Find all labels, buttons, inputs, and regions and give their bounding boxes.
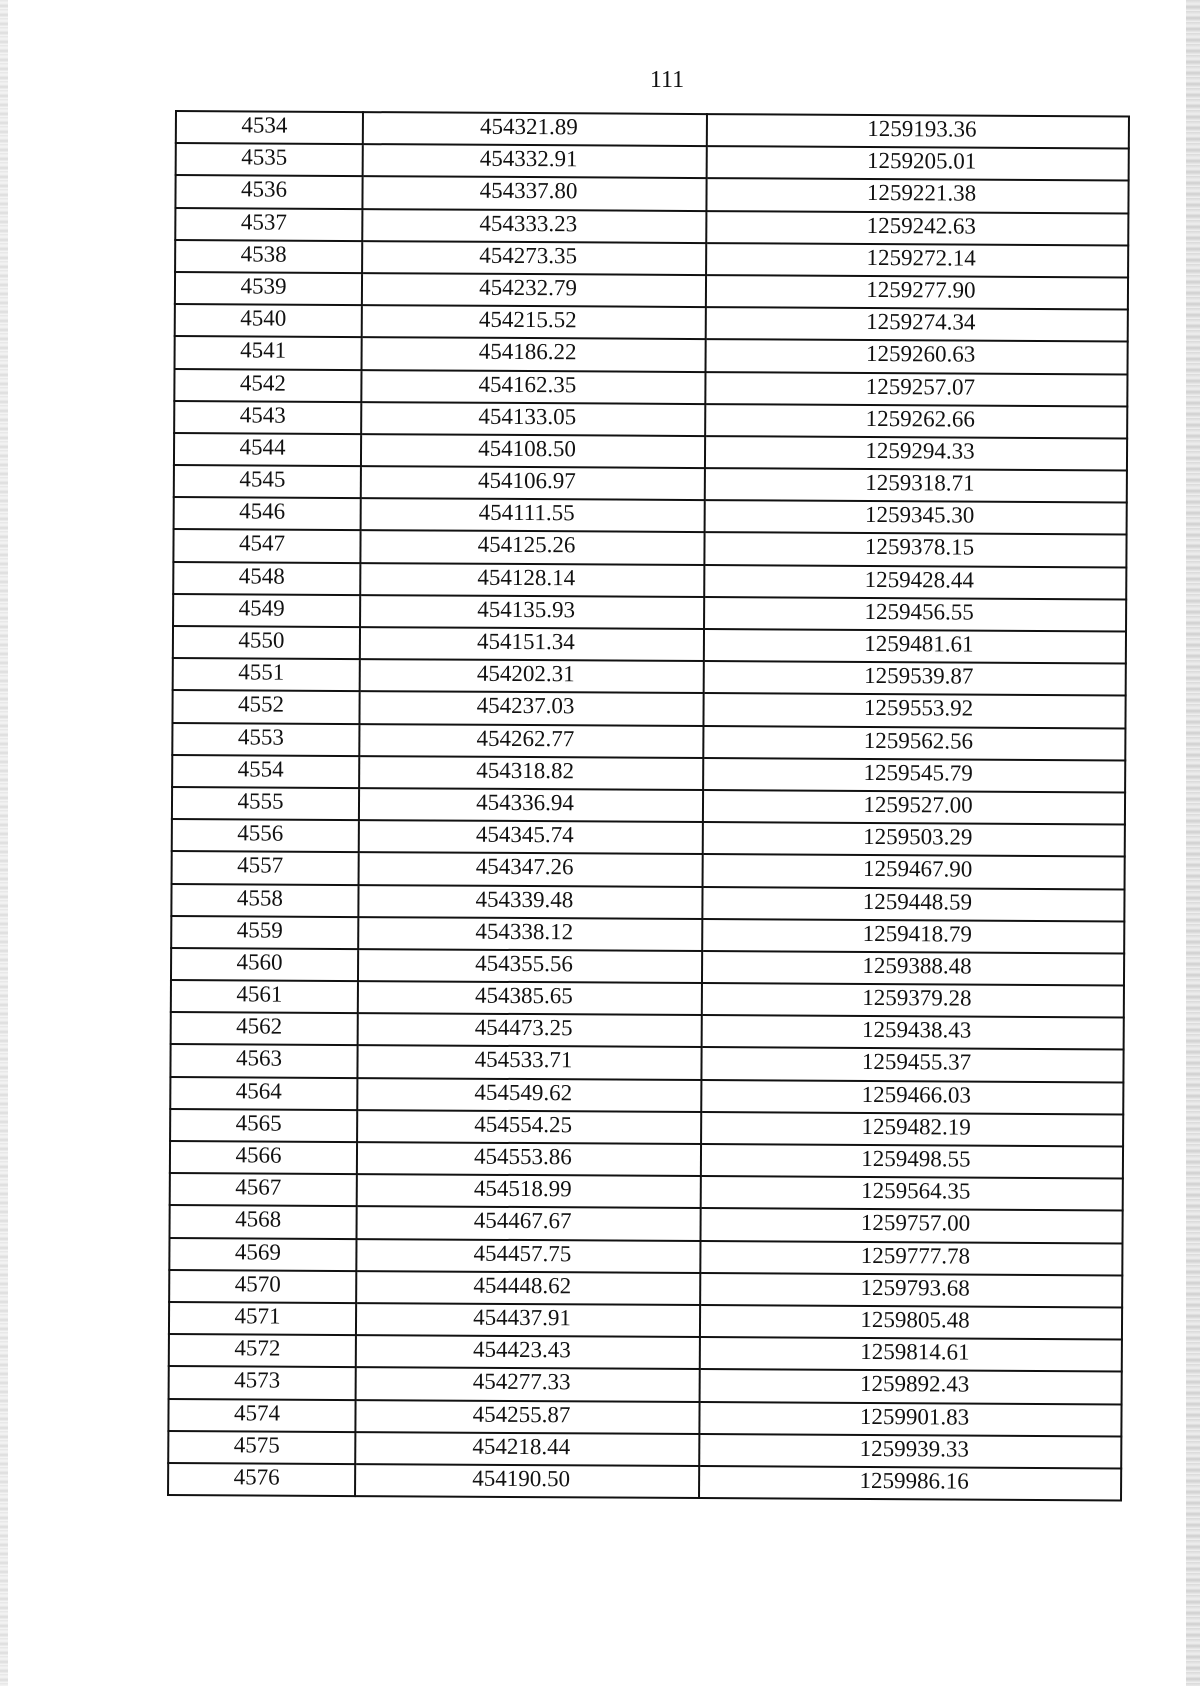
point-id-cell: 4553 xyxy=(172,723,359,756)
x-coordinate-cell: 454151.34 xyxy=(360,627,704,661)
point-id-cell: 4560 xyxy=(171,948,358,981)
y-coordinate-cell: 1259466.03 xyxy=(701,1080,1123,1115)
table-row xyxy=(176,143,1129,181)
point-id-cell: 4549 xyxy=(173,594,360,627)
coordinate-table xyxy=(167,110,1130,1502)
y-coordinate-cell: 1259553.92 xyxy=(703,693,1125,728)
x-coordinate-cell: 454518.99 xyxy=(357,1174,701,1208)
point-id-cell: 4556 xyxy=(172,819,359,852)
y-coordinate-cell: 1259242.63 xyxy=(706,211,1128,246)
x-coordinate-cell: 454273.35 xyxy=(362,241,706,275)
point-id-cell: 4554 xyxy=(172,755,359,788)
point-id-cell: 4545 xyxy=(174,465,361,498)
y-coordinate-cell: 1259345.30 xyxy=(705,500,1127,535)
x-coordinate-cell: 454128.14 xyxy=(360,563,704,597)
x-coordinate-cell: 454333.23 xyxy=(362,209,706,243)
point-id-cell: 4540 xyxy=(175,304,362,337)
point-id-cell: 4575 xyxy=(168,1431,355,1464)
y-coordinate-cell: 1259482.19 xyxy=(701,1112,1123,1147)
point-id-cell: 4537 xyxy=(175,208,362,241)
x-coordinate-cell: 454553.86 xyxy=(357,1142,701,1176)
y-coordinate-cell: 1259986.16 xyxy=(699,1466,1121,1501)
point-id-cell: 4536 xyxy=(175,175,362,208)
x-coordinate-cell: 454190.50 xyxy=(355,1464,699,1498)
point-id-cell: 4561 xyxy=(171,980,358,1013)
y-coordinate-cell: 1259757.00 xyxy=(700,1208,1122,1243)
x-coordinate-cell: 454355.56 xyxy=(358,949,702,983)
x-coordinate-cell: 454347.26 xyxy=(359,852,703,886)
y-coordinate-cell: 1259221.38 xyxy=(706,178,1128,213)
point-id-cell: 4551 xyxy=(173,658,360,691)
y-coordinate-cell: 1259481.61 xyxy=(704,629,1126,664)
x-coordinate-cell: 454318.82 xyxy=(359,756,703,790)
x-coordinate-cell: 454437.91 xyxy=(356,1303,700,1337)
y-coordinate-cell: 1259272.14 xyxy=(706,243,1128,278)
y-coordinate-cell: 1259539.87 xyxy=(704,661,1126,696)
x-coordinate-cell: 454255.87 xyxy=(355,1400,699,1434)
point-id-cell: 4544 xyxy=(174,433,361,466)
x-coordinate-cell: 454321.89 xyxy=(363,112,707,146)
x-coordinate-cell: 454108.50 xyxy=(361,434,705,468)
page-number: 111 xyxy=(649,67,685,93)
x-coordinate-cell: 454106.97 xyxy=(361,466,705,500)
point-id-cell: 4535 xyxy=(176,143,363,176)
point-id-cell: 4541 xyxy=(175,336,362,369)
x-coordinate-cell: 454338.12 xyxy=(358,917,702,951)
y-coordinate-cell: 1259793.68 xyxy=(700,1273,1122,1308)
y-coordinate-cell: 1259503.29 xyxy=(703,822,1125,857)
x-coordinate-cell: 454237.03 xyxy=(359,691,703,725)
y-coordinate-cell: 1259455.37 xyxy=(701,1047,1123,1082)
point-id-cell: 4564 xyxy=(170,1077,357,1110)
x-coordinate-cell: 454339.48 xyxy=(358,885,702,919)
point-id-cell: 4567 xyxy=(170,1173,357,1206)
y-coordinate-cell: 1259777.78 xyxy=(700,1241,1122,1276)
point-id-cell: 4558 xyxy=(171,883,358,916)
y-coordinate-cell: 1259467.90 xyxy=(703,854,1125,889)
x-coordinate-cell: 454162.35 xyxy=(361,370,705,404)
coordinate-table-body xyxy=(168,111,1129,1501)
y-coordinate-cell: 1259378.15 xyxy=(704,532,1126,567)
y-coordinate-cell: 1259814.61 xyxy=(700,1337,1122,1372)
x-coordinate-cell: 454332.91 xyxy=(363,144,707,178)
scan-edge-right xyxy=(1186,0,1200,1686)
y-coordinate-cell: 1259564.35 xyxy=(701,1176,1123,1211)
y-coordinate-cell: 1259562.56 xyxy=(703,726,1125,761)
x-coordinate-cell: 454135.93 xyxy=(360,595,704,629)
y-coordinate-cell: 1259456.55 xyxy=(704,597,1126,632)
point-id-cell: 4566 xyxy=(170,1141,357,1174)
point-id-cell: 4562 xyxy=(171,1012,358,1045)
x-coordinate-cell: 454473.25 xyxy=(358,1013,702,1047)
y-coordinate-cell: 1259274.34 xyxy=(706,307,1128,342)
x-coordinate-cell: 454423.43 xyxy=(356,1335,700,1369)
x-coordinate-cell: 454385.65 xyxy=(358,981,702,1015)
point-id-cell: 4573 xyxy=(169,1366,356,1399)
y-coordinate-cell: 1259318.71 xyxy=(705,468,1127,503)
point-id-cell: 4546 xyxy=(174,497,361,530)
y-coordinate-cell: 1259277.90 xyxy=(706,275,1128,310)
table-row xyxy=(176,111,1129,149)
y-coordinate-cell: 1259205.01 xyxy=(707,146,1129,181)
point-id-cell: 4570 xyxy=(169,1270,356,1303)
point-id-cell: 4539 xyxy=(175,272,362,305)
point-id-cell: 4568 xyxy=(170,1205,357,1238)
point-id-cell: 4548 xyxy=(173,562,360,595)
x-coordinate-cell: 454448.62 xyxy=(356,1271,700,1305)
x-coordinate-cell: 454125.26 xyxy=(360,531,704,565)
point-id-cell: 4555 xyxy=(172,787,359,820)
x-coordinate-cell: 454111.55 xyxy=(361,498,705,532)
y-coordinate-cell: 1259260.63 xyxy=(706,339,1128,374)
point-id-cell: 4563 xyxy=(170,1044,357,1077)
point-id-cell: 4565 xyxy=(170,1109,357,1142)
y-coordinate-cell: 1259418.79 xyxy=(702,919,1124,954)
point-id-cell: 4572 xyxy=(169,1334,356,1367)
y-coordinate-cell: 1259257.07 xyxy=(705,372,1127,407)
x-coordinate-cell: 454277.33 xyxy=(356,1367,700,1401)
y-coordinate-cell: 1259901.83 xyxy=(699,1402,1121,1437)
point-id-cell: 4550 xyxy=(173,626,360,659)
point-id-cell: 4552 xyxy=(172,690,359,723)
y-coordinate-cell: 1259428.44 xyxy=(704,565,1126,600)
y-coordinate-cell: 1259448.59 xyxy=(702,887,1124,922)
x-coordinate-cell: 454533.71 xyxy=(357,1046,701,1080)
x-coordinate-cell: 454554.25 xyxy=(357,1110,701,1144)
scan-edge-left xyxy=(0,0,8,1686)
table-row xyxy=(168,1463,1121,1501)
x-coordinate-cell: 454202.31 xyxy=(360,659,704,693)
y-coordinate-cell: 1259805.48 xyxy=(700,1305,1122,1340)
x-coordinate-cell: 454186.22 xyxy=(362,337,706,371)
point-id-cell: 4559 xyxy=(171,916,358,949)
y-coordinate-cell: 1259388.48 xyxy=(702,951,1124,986)
point-id-cell: 4574 xyxy=(168,1398,355,1431)
y-coordinate-cell: 1259939.33 xyxy=(699,1434,1121,1469)
point-id-cell: 4557 xyxy=(172,851,359,884)
point-id-cell: 4569 xyxy=(169,1238,356,1271)
point-id-cell: 4534 xyxy=(176,111,363,144)
x-coordinate-cell: 454337.80 xyxy=(362,176,706,210)
x-coordinate-cell: 454549.62 xyxy=(357,1078,701,1112)
y-coordinate-cell: 1259545.79 xyxy=(703,758,1125,793)
table-row xyxy=(170,1044,1123,1082)
x-coordinate-cell: 454345.74 xyxy=(359,820,703,854)
y-coordinate-cell: 1259892.43 xyxy=(700,1369,1122,1404)
x-coordinate-cell: 454467.67 xyxy=(357,1206,701,1240)
point-id-cell: 4543 xyxy=(174,401,361,434)
point-id-cell: 4547 xyxy=(173,529,360,562)
x-coordinate-cell: 454218.44 xyxy=(355,1432,699,1466)
point-id-cell: 4542 xyxy=(174,369,361,402)
table-row xyxy=(171,1012,1124,1050)
x-coordinate-cell: 454457.75 xyxy=(356,1239,700,1273)
x-coordinate-cell: 454262.77 xyxy=(359,724,703,758)
y-coordinate-cell: 1259438.43 xyxy=(702,1015,1124,1050)
table-row xyxy=(170,1077,1123,1115)
y-coordinate-cell: 1259498.55 xyxy=(701,1144,1123,1179)
x-coordinate-cell: 454133.05 xyxy=(361,402,705,436)
x-coordinate-cell: 454336.94 xyxy=(359,788,703,822)
x-coordinate-cell: 454232.79 xyxy=(362,273,706,307)
y-coordinate-cell: 1259379.28 xyxy=(702,983,1124,1018)
y-coordinate-cell: 1259262.66 xyxy=(705,404,1127,439)
point-id-cell: 4538 xyxy=(175,240,362,273)
x-coordinate-cell: 454215.52 xyxy=(362,305,706,339)
y-coordinate-cell: 1259527.00 xyxy=(703,790,1125,825)
y-coordinate-cell: 1259193.36 xyxy=(707,114,1129,149)
point-id-cell: 4571 xyxy=(169,1302,356,1335)
point-id-cell: 4576 xyxy=(168,1463,355,1496)
y-coordinate-cell: 1259294.33 xyxy=(705,436,1127,471)
